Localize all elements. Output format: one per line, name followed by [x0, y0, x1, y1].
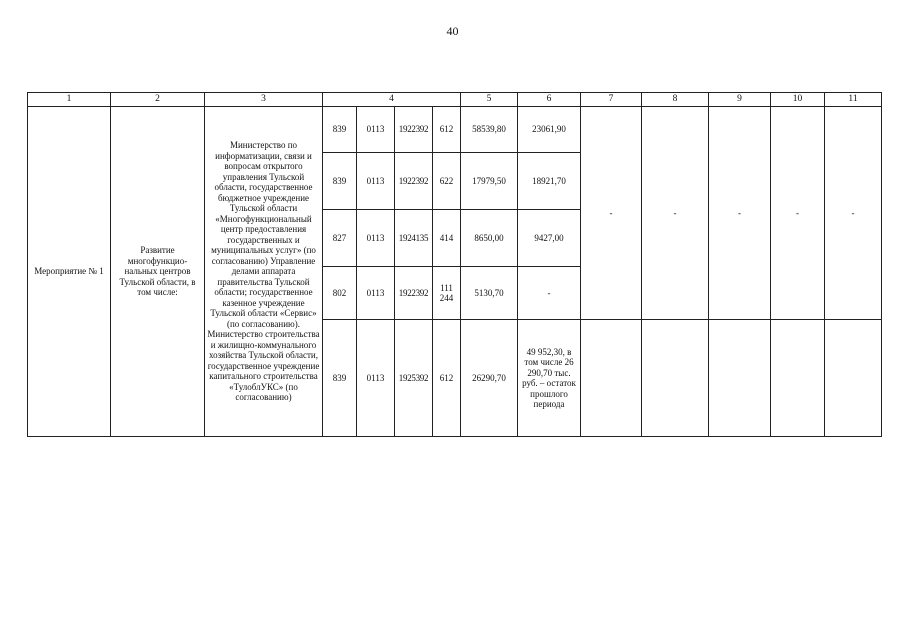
- header-cell: 8: [642, 93, 709, 107]
- amount-cell: 8650,00: [461, 210, 518, 267]
- header-cell: 9: [709, 93, 771, 107]
- header-cell: 6: [518, 93, 581, 107]
- rz-cell: 0113: [357, 107, 395, 153]
- header-cell: 5: [461, 93, 518, 107]
- rz-cell: 0113: [357, 153, 395, 210]
- table-header-row: [28, 93, 882, 107]
- grbs-cell: 839: [323, 107, 357, 153]
- col10-cell: -: [771, 107, 825, 320]
- event-name-cell: Мероприятие № 1: [28, 107, 111, 437]
- event-title-cell: Развитие многофункцио-нальных центров Тульской области, в том числе:: [111, 107, 205, 437]
- header-cell: 10: [771, 93, 825, 107]
- rz-cell: 0113: [357, 210, 395, 267]
- grbs-cell: 827: [323, 210, 357, 267]
- csr-cell: 1922392: [395, 107, 433, 153]
- col9-cell: -: [709, 107, 771, 320]
- vr-cell: 111 244: [433, 267, 461, 320]
- header-cell: 2: [111, 93, 205, 107]
- amount-cell: 5130,70: [461, 267, 518, 320]
- header-cell: 1: [28, 93, 111, 107]
- grbs-cell: 802: [323, 267, 357, 320]
- table-row: [28, 107, 882, 153]
- col9-empty-cell: [709, 320, 771, 437]
- col8-cell: -: [642, 107, 709, 320]
- header-cell: 11: [825, 93, 882, 107]
- grbs-cell: 839: [323, 153, 357, 210]
- header-cell: 4: [323, 93, 461, 107]
- next-year-cell: -: [518, 267, 581, 320]
- csr-cell: 1925392: [395, 320, 433, 437]
- rz-cell: 0113: [357, 267, 395, 320]
- amount-cell: 26290,70: [461, 320, 518, 437]
- next-year-cell: 49 952,30, в том числе 26 290,70 тыс. руб. – остаток прошлого периода: [518, 320, 581, 437]
- vr-cell: 414: [433, 210, 461, 267]
- amount-cell: 17979,50: [461, 153, 518, 210]
- executors-cell: Министерство по информатизации, связи и вопросам открытого управления Тульской области, государственное бюджетное учреждение Тульской области «Многофункциональный центр предоставления государственных и муниципальных услуг» (по согласованию) Управление делами аппарата правительства Тульской области; государственное казенное учреждение Тульской области «Сервис» (по согласованию). Министерство строительства и жилищно-коммунального хозяйства Тульской области, государственное учреждение капитального строительства «ТулоблУКС» (по согласованию): [205, 107, 323, 437]
- col11-cell: -: [825, 107, 882, 320]
- vr-cell: 612: [433, 320, 461, 437]
- vr-cell: 612: [433, 107, 461, 153]
- col10-empty-cell: [771, 320, 825, 437]
- csr-cell: 1922392: [395, 267, 433, 320]
- rz-cell: 0113: [357, 320, 395, 437]
- next-year-cell: 23061,90: [518, 107, 581, 153]
- csr-cell: 1924135: [395, 210, 433, 267]
- next-year-cell: 9427,00: [518, 210, 581, 267]
- page-number: 40: [446, 24, 459, 38]
- grbs-cell: 839: [323, 320, 357, 437]
- amount-cell: 58539,80: [461, 107, 518, 153]
- budget-table: [27, 92, 882, 437]
- col7-empty-cell: [581, 320, 642, 437]
- next-year-cell: 18921,70: [518, 153, 581, 210]
- vr-cell: 622: [433, 153, 461, 210]
- header-cell: 7: [581, 93, 642, 107]
- col11-empty-cell: [825, 320, 882, 437]
- csr-cell: 1922392: [395, 153, 433, 210]
- header-cell: 3: [205, 93, 323, 107]
- col8-empty-cell: [642, 320, 709, 437]
- col7-cell: -: [581, 107, 642, 320]
